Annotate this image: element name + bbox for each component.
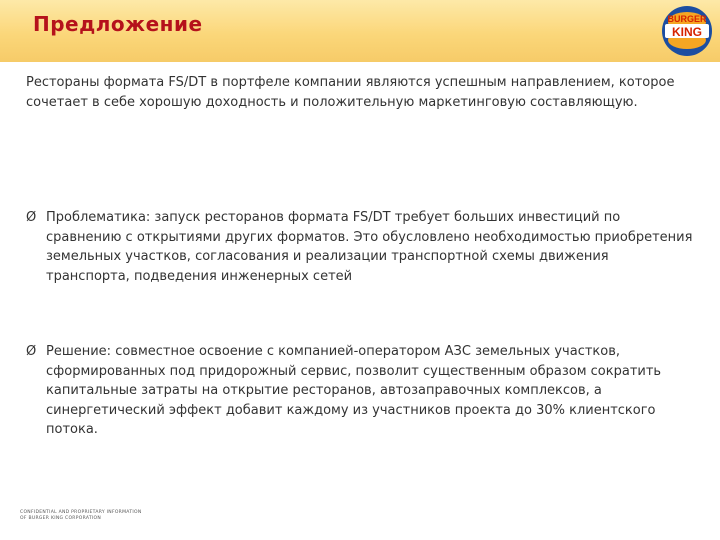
arrow-bullet-icon: Ø: [26, 344, 37, 359]
bullet-problem: [26, 208, 694, 286]
arrow-bullet-icon: Ø: [26, 210, 37, 225]
logo-text-bottom: KING: [672, 25, 702, 39]
bullet-text: Решение: совместное освоение с компанией-оператором АЗС земельных участков, сформированных под придорожный сервис, позволит существенным образом сократить капитальные затраты на открытие ресторанов, автозаправочных комплексов, а синергетический эффект добавит каждому из участников проекта до 30% клиентского потока.: [46, 344, 662, 437]
page-title: Предложение: [33, 12, 203, 36]
bullet-solution: [26, 342, 694, 440]
burger-king-logo: [661, 5, 713, 57]
footer-confidential: [20, 510, 142, 522]
logo-text-top: BURGER: [667, 14, 707, 24]
footer-line-1: CONFIDENTIAL AND PROPRIETARY INFORMATION: [20, 510, 142, 515]
bullet-text: Проблематика: запуск ресторанов формата FS/DT требует больших инвестиций по сравнению с открытиями других форматов. Это обусловлено необходимостью приобретения земельных участков, согласования и реализации транспортной схемы движения транспорта, подведения инженерных сетей: [46, 210, 693, 284]
intro-paragraph: Рестораны формата FS/DT в портфеле компании являются успешным направлением, которое сочетает в себе хорошую доходность и положительную маркетинговую составляющую.: [26, 75, 675, 110]
footer-line-2: OF BURGER KING CORPORATION: [20, 516, 102, 521]
